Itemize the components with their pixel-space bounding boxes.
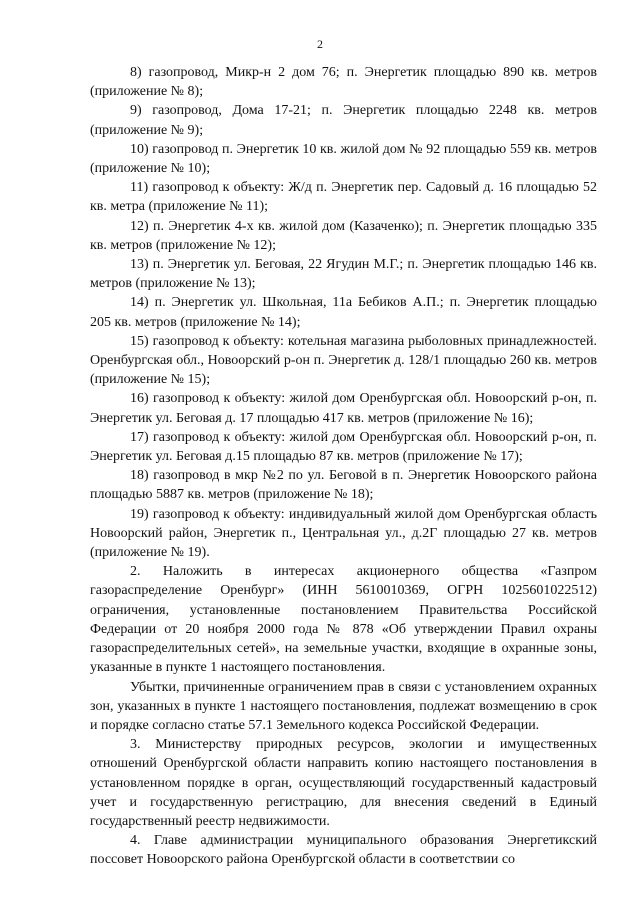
- list-item-10: 10) газопровод п. Энергетик 10 кв. жилой дом № 92 площадью 559 кв. метров (приложение № 10);: [90, 141, 597, 177]
- list-item-16: 16) газопровод к объекту: жилой дом Оренбургская обл. Новоорский р-он, п. Энергетик ул. Беговая д. 17 площадью 417 кв. метров (приложение № 16);: [90, 391, 597, 426]
- clause-4-paragraph: 4. Главе администрации муниципального образования Энергетикский поссовет Новоорского района Оренбургской области в соответствии со: [90, 833, 597, 868]
- list-item-13: 13) п. Энергетик ул. Беговая, 22 Ягудин М.Г.; п. Энергетик площадью 146 кв. метров (приложение № 13);: [90, 257, 597, 292]
- document-body: [90, 63, 597, 870]
- list-item-12: 12) п. Энергетик 4-х кв. жилой дом (Казаченко); п. Энергетик площадью 335 кв. метров (приложение № 12);: [90, 218, 597, 253]
- list-item-15: 15) газопровод к объекту: котельная магазина рыболовных принадлежностей. Оренбургская обл., Новоорский р-он п. Энергетик д. 128/1 площадью 260 кв. метров (приложение № 15);: [90, 333, 597, 388]
- list-item-17: 17) газопровод к объекту: жилой дом Оренбургская обл. Новоорский р-он, п. Энергетик ул. Беговая д.15 площадью 87 кв. метров (приложение № 17);: [90, 429, 597, 465]
- losses-paragraph: Убытки, причиненные ограничением прав в связи с установлением охранных зон, указанных в пункте 1 настоящего постановления, подлежат возмещению в срок и порядке согласно статье 57.1 Земельного кодекса Российской Федерации.: [90, 679, 597, 733]
- list-item-18: 18) газопровод в мкр №2 по ул. Беговой в п. Энергетик Новоорского района площадью 5887 кв. метров (приложение № 18);: [90, 468, 597, 503]
- list-item-14: 14) п. Энергетик ул. Школьная, 11а Бебиков А.П.; п. Энергетик площадью 205 кв. метров (приложение № 14);: [90, 295, 597, 330]
- list-item-9: 9) газопровод, Дома 17-21; п. Энергетик площадью 2248 кв. метров (приложение № 9);: [90, 103, 597, 138]
- list-item-19: 19) газопровод к объекту: индивидуальный жилой дом Оренбургская область Новоорский район, Энергетик п., Центральная ул., д.2Г площадью 27 кв. метров (приложение № 19).: [90, 506, 597, 561]
- list-item-8: 8) газопровод, Микр-н 2 дом 76; п. Энергетик площадью 890 кв. метров (приложение № 8);: [90, 65, 597, 100]
- clause-3-paragraph: 3. Министерству природных ресурсов, экологии и имущественных отношений Оренбургской области направить копию настоящего постановления в установленном порядке в орган, осуществляющий государственный кадастровый учет и государственную регистрацию, для внесения сведений в Единый государственный реестр недвижимости.: [90, 737, 597, 829]
- page-number: 2: [317, 37, 323, 51]
- list-item-11: 11) газопровод к объекту: Ж/д п. Энергетик пер. Садовый д. 16 площадью 52 кв. метра (приложение № 11);: [90, 180, 597, 215]
- clause-2-paragraph: 2. Наложить в интересах акционерного общества «Газпром газораспределение Оренбург» (ИНН 5610010369, ОГРН 1025601022512) ограничения, установленные постановлением Правительства Российской Федерации от 20 ноября 2000 года № 878 «Об утверждении Правил охраны газораспределительных сетей», на земельные участки, входящие в охранные зоны, указанные в пункте 1 настоящего постановления.: [90, 564, 597, 676]
